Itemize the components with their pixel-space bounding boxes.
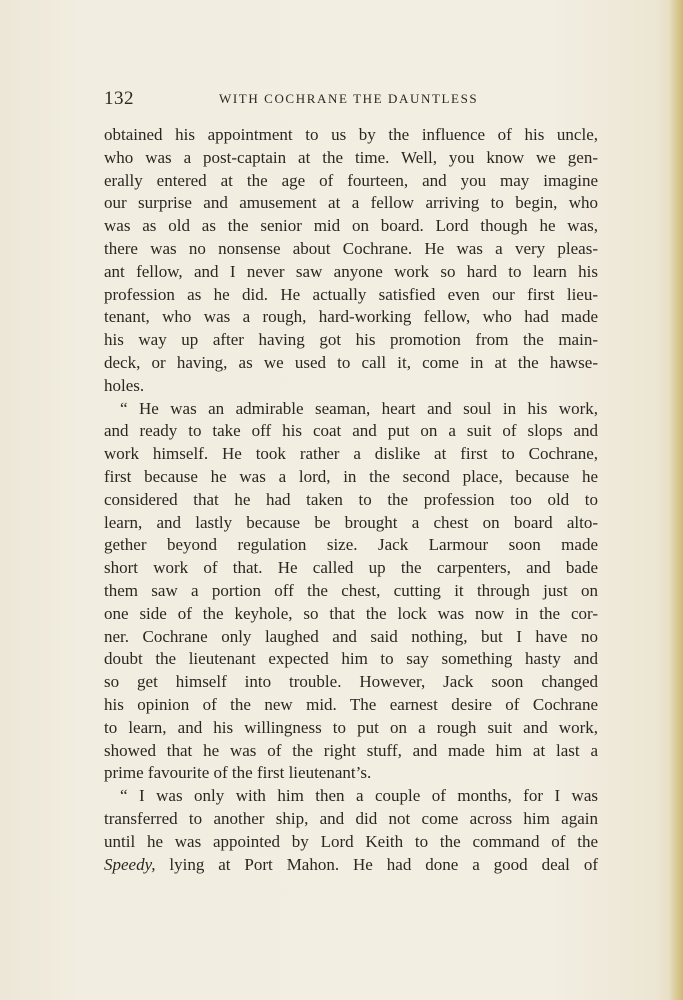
ship-name-italic: Speedy, — [104, 854, 156, 874]
paragraph-end-line: prime favourite of the first lieutenant’s. — [104, 763, 372, 783]
text-line: considered that he had taken to the profession too old to — [104, 489, 598, 509]
page-binding-edge — [669, 0, 683, 1000]
text-line: one side of the keyhole, so that the lock was now in the cor- — [104, 603, 598, 623]
text-line: until he was appointed by Lord Keith to the command of the — [104, 831, 598, 851]
body-text — [104, 124, 598, 876]
text-line: deck, or having, as we used to call it, come in at the hawse- — [104, 352, 598, 372]
text-line: transferred to another ship, and did not come across him again — [104, 808, 598, 828]
text-line: short work of that. He called up the carpenters, and bade — [104, 558, 598, 578]
paragraph-end-line: holes. — [104, 375, 145, 395]
text-line: was as old as the senior mid on board. Lord though he was, — [104, 216, 598, 236]
text-line: tenant, who was a rough, hard-working fellow, who had made — [104, 307, 598, 327]
text-line: his opinion of the new mid. The earnest desire of Cochrane — [104, 694, 598, 714]
text-line: our surprise and amusement at a fellow arriving to begin, who — [104, 193, 598, 213]
text-line: profession as he did. He actually satisfied even our first lieu- — [104, 284, 598, 304]
page-number: 132 — [104, 88, 134, 109]
paragraph-start-line: “ He was an admirable seaman, heart and soul in his work, — [120, 398, 598, 418]
final-text-line — [104, 854, 598, 877]
text-line: ner. Cochrane only laughed and said nothing, but I have no — [104, 626, 598, 646]
text-line: first because he was a lord, in the second place, because he — [104, 466, 598, 486]
text-line: showed that he was of the right stuff, and made him at last a — [104, 740, 598, 760]
text-line: obtained his appointment to us by the influence of his uncle, — [104, 125, 598, 144]
text-line: doubt the lieutenant expected him to say something hasty and — [104, 649, 598, 669]
paragraph-start-line: “ I was only with him then a couple of months, for I was — [120, 786, 598, 806]
text-line: who was a post-captain at the time. Well, you know we gen- — [104, 147, 598, 167]
text-line: and ready to take off his coat and put on a suit of slops and — [104, 421, 598, 441]
running-head — [104, 88, 598, 110]
text-line: work himself. He took rather a dislike at first to Cochrane, — [104, 444, 598, 464]
text-line: there was no nonsense about Cochrane. He was a very pleas- — [104, 238, 598, 258]
running-title: WITH COCHRANE THE DAUNTLESS — [219, 91, 479, 106]
text-line: learn, and lastly because be brought a chest on board alto- — [104, 512, 598, 532]
final-line-text: lying at Port Mahon. He had done a good deal of — [155, 854, 598, 874]
text-line: ant fellow, and I never saw anyone work so hard to learn his — [104, 261, 598, 281]
text-line: his way up after having got his promotion from the main- — [104, 330, 598, 350]
text-line: them saw a portion off the chest, cutting it through just on — [104, 580, 598, 600]
text-line: gether beyond regulation size. Jack Larmour soon made — [104, 535, 598, 555]
text-line: to learn, and his willingness to put on a rough suit and work, — [104, 717, 598, 737]
text-line: so get himself into trouble. However, Jack soon changed — [104, 672, 598, 692]
text-line: erally entered at the age of fourteen, and you may imagine — [104, 170, 598, 190]
